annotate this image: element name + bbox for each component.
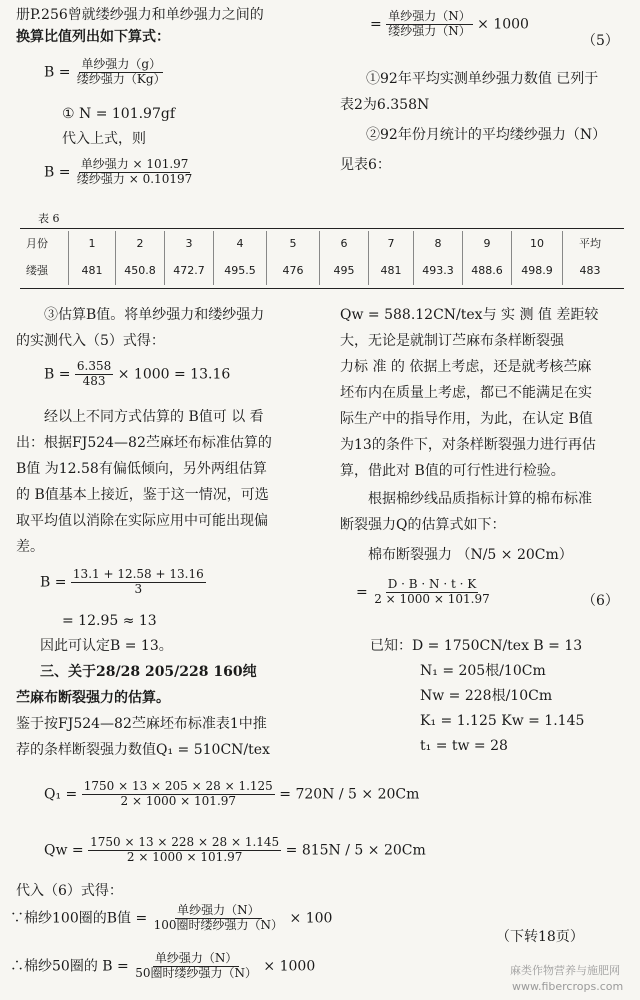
equation-number: （6） — [582, 593, 619, 609]
table-cell: 481 — [69, 258, 116, 285]
paragraph-line: 册P.256曾就缕纱强力和单纱强力之间的 — [16, 7, 264, 23]
formula-lhs: = — [370, 16, 382, 33]
table-cell: 481 — [369, 258, 414, 285]
fraction — [75, 360, 113, 389]
paragraph-line: 棉布断裂强力 （N/5 × 20Cm） — [368, 547, 573, 563]
paragraph-line: 代入上式，则 — [62, 131, 146, 147]
fraction — [75, 158, 194, 187]
numerator: 单纱强力（N） — [154, 951, 238, 965]
table-cell: 450.8 — [116, 258, 165, 285]
paragraph-line: 的实测代入（5）式得： — [16, 333, 165, 349]
known-values-line: K₁ = 1.125 Kw = 1.145 — [420, 713, 585, 729]
formula-tail: × 1000 = 13.16 — [117, 366, 231, 383]
paragraph-line: Qw = 588.12CN/tex与 实 测 值 差距较 — [340, 307, 599, 323]
table-6 — [22, 231, 617, 285]
known-values-line: Nw = 228根/10Cm — [420, 688, 553, 704]
table-caption: 表 6 — [38, 212, 60, 225]
table-cell: 2 — [116, 231, 165, 258]
paragraph-line: 坯布内在质量上考虑，都已不能满足在实 — [340, 385, 592, 401]
fraction — [82, 780, 275, 809]
numerator: 单纱强力（g） — [81, 57, 162, 71]
formula-b-50 — [10, 952, 315, 981]
numerator: 单纱强力 × 101.97 — [80, 157, 189, 171]
formula-lhs: = — [356, 584, 368, 601]
formula-q1 — [44, 780, 419, 809]
denominator: 缕纱强力 × 0.10197 — [76, 171, 193, 186]
formula-tail: × 100 — [289, 910, 333, 927]
table-cell: 6 — [320, 231, 369, 258]
paragraph-line: 算，借此对 B值的可行性进行检验。 — [340, 463, 565, 479]
denominator: 50圈时缕纱强力（N） — [135, 965, 257, 980]
paragraph-line: 大，无论是就制订苎麻布条样断裂强 — [340, 333, 564, 349]
formula-b-converted — [44, 158, 194, 187]
paragraph-line: 因此可认定B = 13。 — [40, 638, 173, 654]
denominator: 2 × 1000 × 101.97 — [120, 793, 237, 808]
formula-lhs: B = — [44, 164, 71, 181]
table-cell: 7 — [369, 231, 414, 258]
paragraph-line: 断裂强力Q的估算式如下： — [340, 517, 506, 533]
paragraph-line: 换算比值列出如下算式： — [16, 29, 170, 45]
paragraph-line: 力标 准 的 依据上考虑，还是就考核苎麻 — [340, 359, 592, 375]
fraction — [71, 568, 206, 597]
formula-lhs: B = — [40, 574, 67, 591]
numerator: 单纱强力（N） — [177, 903, 260, 917]
numerator: 1750 × 13 × 205 × 28 × 1.125 — [83, 779, 273, 793]
denominator: 缕纱强力（Kg） — [76, 71, 166, 86]
paragraph-line: 取平均值以消除在实际应用中可能出现偏 — [16, 513, 268, 529]
formula-5 — [370, 10, 529, 39]
table-cell: 9 — [463, 231, 512, 258]
known-values-line: 已知：D = 1750CN/tex B = 13 — [370, 638, 583, 654]
table-cell: 472.7 — [165, 258, 214, 285]
formula-lhs: ∵棉纱100圈的B值 = — [10, 910, 148, 927]
table-cell: 483 — [563, 258, 618, 285]
table-cell: 488.6 — [463, 258, 512, 285]
paragraph-line: B值 为12.58有偏低倾向，另外两组估算 — [16, 461, 267, 477]
table-cell: 493.3 — [414, 258, 463, 285]
equation-number: （5） — [582, 33, 619, 49]
formula-b-100 — [10, 904, 332, 933]
denominator: 2 × 1000 × 101.97 — [374, 591, 490, 606]
table-cell: 缕强 — [26, 264, 48, 278]
paragraph-line: 代入（6）式得： — [16, 883, 123, 899]
known-values-line: t₁ = tw = 28 — [420, 738, 508, 754]
table-cell: 4 — [214, 231, 267, 258]
paragraph-line: 经以上不同方式估算的 B值可 以 看 — [44, 409, 264, 425]
formula-tail: × 1000 — [263, 958, 316, 975]
paragraph-line: 见表6： — [340, 157, 391, 173]
formula-b-grams — [44, 58, 168, 87]
denominator: 缕纱强力（N） — [388, 23, 471, 38]
table-row — [22, 258, 617, 285]
paragraph-line: 荐的条样断裂强力数值Q₁ = 510CN/tex — [16, 742, 270, 758]
numerator: 13.1 + 12.58 + 13.16 — [72, 567, 204, 581]
formula-result: = 815N / 5 × 20Cm — [285, 842, 426, 859]
section-heading: 苎麻布断裂强力的估算。 — [16, 690, 170, 706]
numerator: 1750 × 13 × 228 × 28 × 1.145 — [90, 835, 280, 849]
table-header-row — [22, 231, 617, 258]
table-cell: 10 — [512, 231, 563, 258]
fraction — [152, 904, 285, 933]
paragraph-line: ②92年份月统计的平均缕纱强力（N） — [366, 127, 607, 143]
formula-lhs: B = — [44, 64, 71, 81]
paragraph-line: 根据棉纱线品质指标计算的棉布标准 — [368, 491, 592, 507]
formula-lhs: Qw = — [44, 842, 84, 859]
paragraph-line: 的 B值基本上接近，鉴于这一情况，可选 — [16, 487, 269, 503]
table-cell: 8 — [414, 231, 463, 258]
fraction — [133, 952, 259, 981]
denominator: 483 — [82, 373, 106, 388]
numerator: D · B · N · t · K — [387, 577, 477, 591]
table-cell: 5 — [267, 231, 320, 258]
known-values-line: N₁ = 205根/10Cm — [420, 663, 546, 679]
section-heading: 三、关于28/28 205/228 160纯 — [40, 664, 257, 680]
watermark-url: www.fibercrops.com — [512, 980, 624, 993]
table-cell: 平均 — [563, 231, 618, 258]
paragraph-line: ③估算B值。将单纱强力和缕纱强力 — [44, 307, 265, 323]
formula-tail: × 1000 — [477, 16, 529, 33]
table-cell: 495.5 — [214, 258, 267, 285]
formula-lhs: Q₁ = — [44, 786, 78, 803]
denominator: 3 — [134, 581, 143, 596]
formula-qw — [44, 836, 426, 865]
formula-b-estimate — [44, 360, 230, 389]
fraction — [386, 10, 473, 39]
paragraph-line: ①92年平均实测单纱强力数值 已列于 — [366, 71, 599, 87]
formula-6 — [356, 578, 492, 607]
fraction — [372, 578, 492, 607]
fraction — [88, 836, 281, 865]
paragraph-line: 差。 — [16, 539, 44, 555]
table-bottom-rule — [20, 288, 624, 289]
numerator: 单纱强力（N） — [388, 9, 471, 23]
watermark-title: 麻类作物营养与施肥网 — [510, 964, 620, 977]
formula-result: = 720N / 5 × 20Cm — [279, 786, 420, 803]
paragraph-line: 表2为6.358N — [340, 97, 430, 113]
paragraph-line: 鉴于按FJ524—82苎麻坯布标准表1中推 — [16, 716, 267, 732]
continued-note: （下转18页） — [496, 929, 584, 945]
table-top-rule — [20, 228, 624, 229]
denominator: 100圈时缕纱强力（N） — [153, 917, 284, 932]
table-cell: 1 — [69, 231, 116, 258]
formula-b-average — [40, 568, 206, 597]
denominator: 2 × 1000 × 101.97 — [126, 849, 243, 864]
numerator: 6.358 — [76, 359, 112, 373]
paragraph-line: 际生产中的指导作用，为此，在认定 B值 — [340, 411, 593, 427]
table-cell: 495 — [320, 258, 369, 285]
formula-result: = 12.95 ≈ 13 — [62, 613, 157, 629]
paragraph-line: ① N = 101.97gf — [62, 106, 176, 122]
paragraph-line: 为13的条件下，对条样断裂强力进行再估 — [340, 437, 596, 453]
fraction — [75, 58, 168, 87]
table-cell: 月份 — [26, 237, 48, 251]
formula-lhs: B = — [44, 366, 71, 383]
paragraph-line: 出：根据FJ524—82苎麻坯布标准估算的 — [16, 435, 272, 451]
table-cell: 476 — [267, 258, 320, 285]
table-cell: 498.9 — [512, 258, 563, 285]
formula-lhs: ∴棉纱50圈的 B = — [10, 958, 129, 975]
table-cell: 3 — [165, 231, 214, 258]
